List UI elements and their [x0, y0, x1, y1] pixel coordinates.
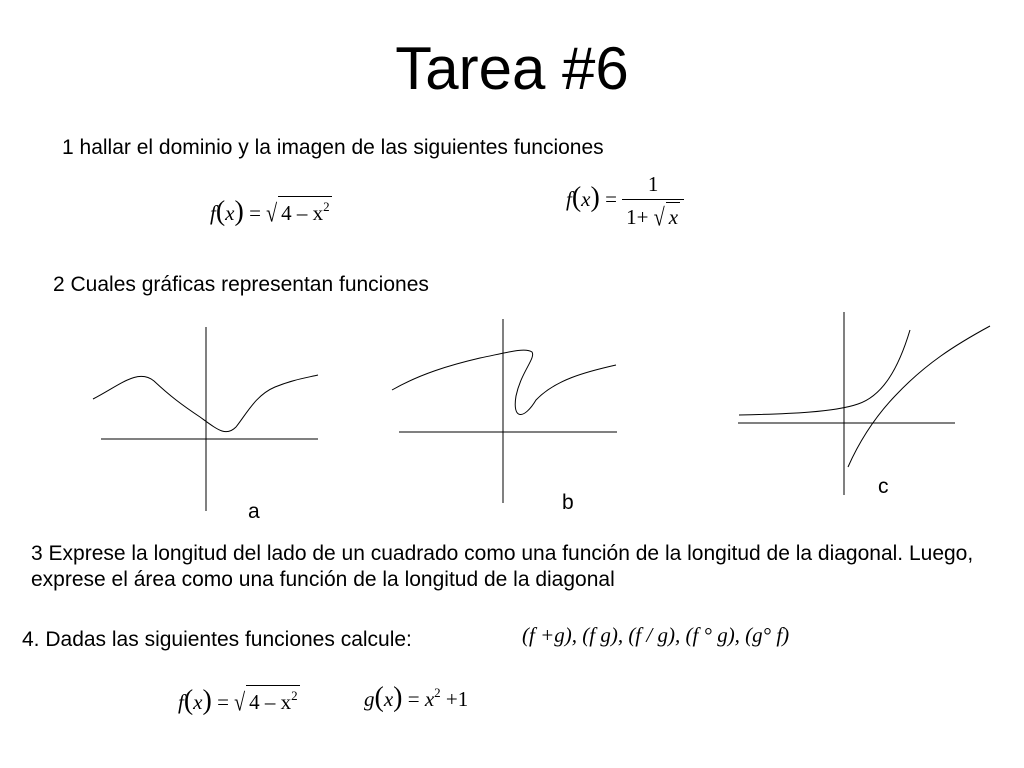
- question-3-text: 3 Exprese la longitud del lado de un cuadrado como una función de la longitud de la diagonal. Luego, exprese el área como una función de la longitud de la diagonal: [31, 542, 974, 591]
- formula-g-q4: $g(x) = x^2 +1$: [364, 682, 469, 713]
- graph-b-label: b: [562, 491, 574, 514]
- exponent: 2: [323, 199, 330, 214]
- graph-c-curve-left: [739, 330, 910, 415]
- formula-f-q4: f(x) = √ $4 - x^2$: [178, 685, 298, 717]
- question-1-text: 1 hallar el dominio y la imagen de las siguientes funciones: [62, 136, 604, 159]
- constant-term: +1: [445, 687, 469, 711]
- equals-sign: =: [249, 201, 261, 225]
- sqrt-icon: √: [653, 204, 665, 232]
- graph-c-curve-right: [848, 326, 990, 467]
- function-arg: x: [383, 687, 394, 711]
- radicand-text: 4 – x: [249, 690, 292, 714]
- operations-list: (f +g), (f g), (f / g), (f ° g), (g° f): [522, 623, 790, 647]
- function-name: f: [566, 186, 572, 211]
- graph-c: [738, 312, 990, 495]
- denominator-constant: 1+: [626, 205, 649, 229]
- equals-sign: =: [217, 690, 229, 714]
- equals-sign: =: [407, 687, 420, 711]
- equals-sign: =: [605, 186, 617, 211]
- function-name: f: [178, 690, 184, 714]
- function-name: g: [364, 687, 375, 711]
- page-title: Tarea #6: [395, 35, 629, 102]
- radicand-text: x: [668, 205, 679, 229]
- numerator: 1: [647, 172, 659, 196]
- sqrt-icon: √: [266, 200, 278, 228]
- function-arg: x: [581, 186, 591, 211]
- graph-c-label: c: [878, 475, 889, 498]
- formula-f-fraction: f(x) = $\frac{1}{1+ √ x}$: [566, 172, 684, 230]
- base-variable: x: [424, 687, 435, 711]
- function-arg: x: [193, 690, 203, 714]
- function-arg: x: [225, 201, 235, 225]
- exponent: 2: [434, 685, 441, 700]
- radicand-text: 4 – x: [281, 201, 324, 225]
- formula-f-sqrt: f(x) = √ $4 - x^2$: [210, 196, 330, 228]
- radicand: [246, 685, 300, 715]
- question-2-text: 2 Cuales gráficas representan funciones: [53, 273, 429, 296]
- exponent: 2: [291, 688, 298, 703]
- graph-b-curve: [392, 350, 616, 414]
- graph-b: [392, 319, 617, 503]
- graph-a: [93, 327, 318, 511]
- sqrt-icon: √: [234, 689, 246, 717]
- question-4-text: 4. Dadas las siguientes funciones calcule:: [22, 628, 412, 651]
- graph-a-label: a: [248, 500, 260, 523]
- function-name: f: [210, 201, 216, 225]
